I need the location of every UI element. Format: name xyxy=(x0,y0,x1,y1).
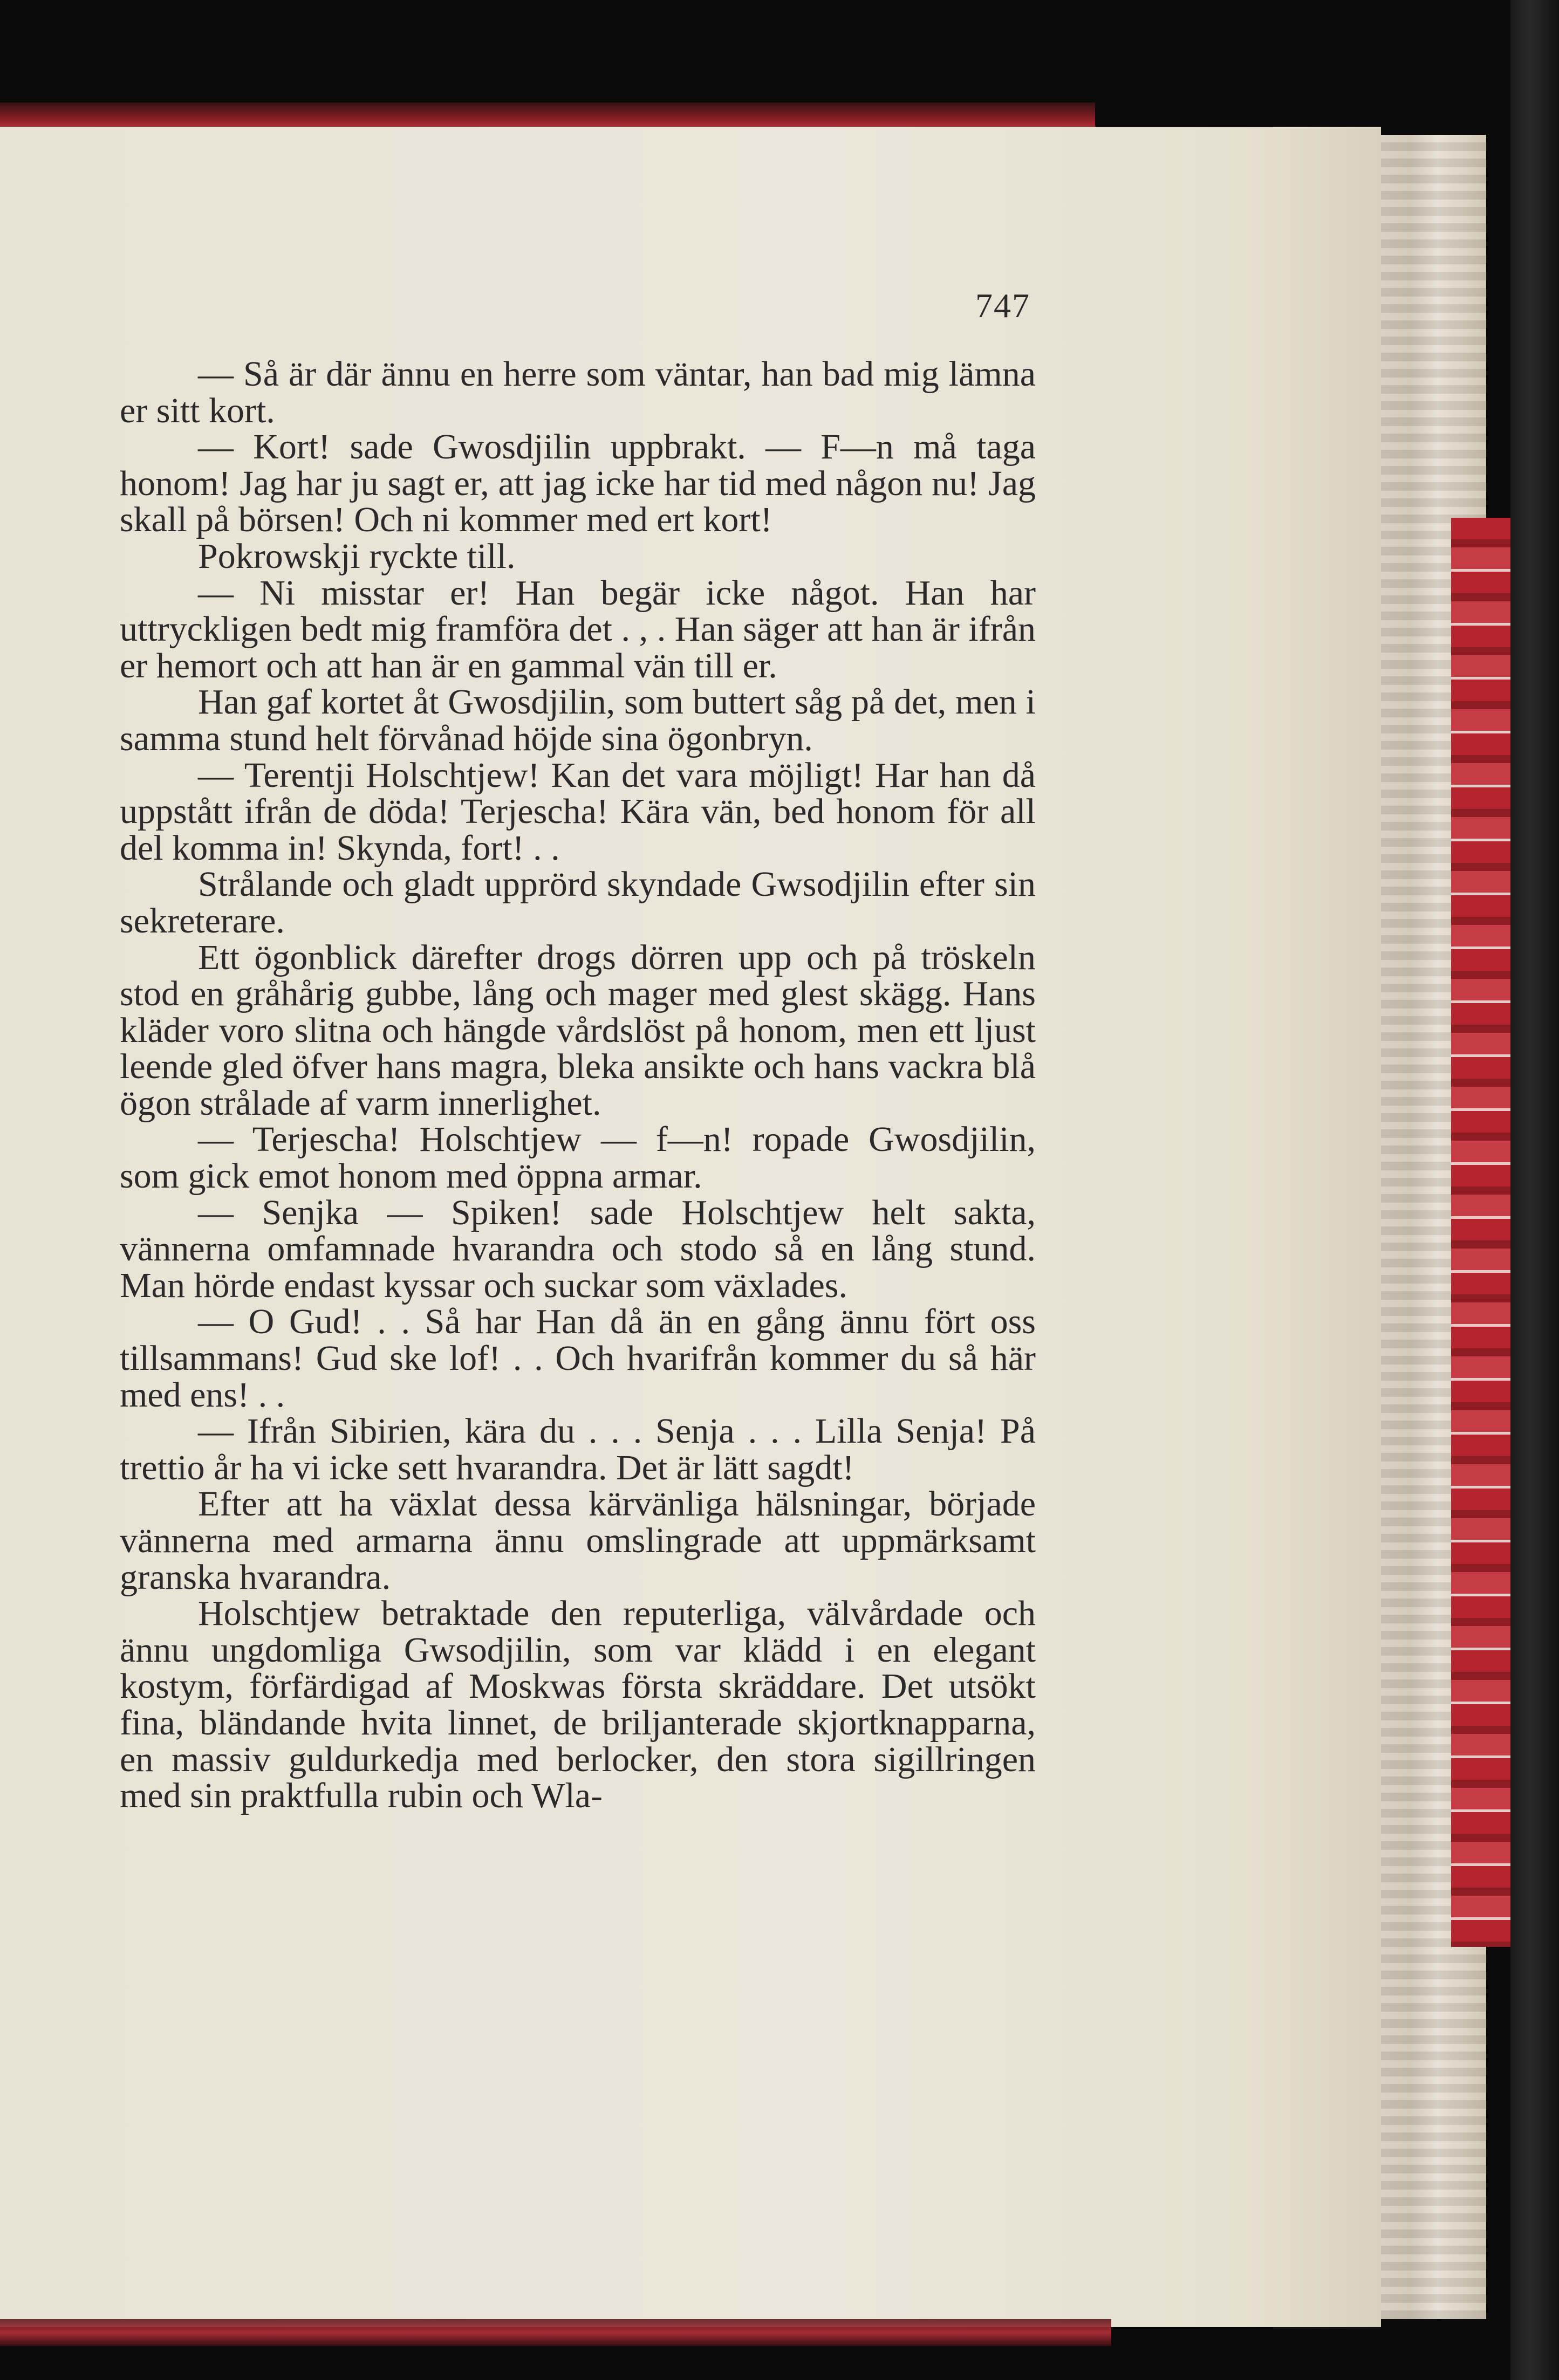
paragraph: Han gaf kortet åt Gwosdjilin, som buttert såg på det, men i samma stund helt förvånad höjde sina ögonbryn. xyxy=(120,682,1036,758)
paragraph: — Ni misstar er! Han begär icke något. Han har uttryckligen bedt mig framföra det . , . Han säger att han är ifrån er hemort och att han är en gammal vän till er. xyxy=(120,573,1036,685)
paragraph: Ett ögonblick därefter drogs dörren upp och på tröskeln stod en gråhårig gubbe, lång och mager med glest skägg. Hans kläder voro slitna och hängde vårdslöst på honom, men ett ljust leende gled öfver hans magra, bleka ansikte och hans vackra blå ögon strålade af varm innerlighet. xyxy=(120,937,1036,1123)
body-text xyxy=(120,356,1036,1814)
paragraph: — Ifrån Sibirien, kära du . . . Senja . . . Lilla Senja! På trettio år ha vi icke sett hvarandra. Det är lätt sagdt! xyxy=(120,1411,1036,1487)
paragraph: — O Gud! . . Så har Han då än en gång ännu fört oss tillsammans! Gud ske lof! . . Och hvarifrån kommer du så här med ens! . . xyxy=(120,1302,1036,1415)
paragraph: — Senjka — Spiken! sade Holschtjew helt sakta, vännerna omfamnade hvarandra och stodo så en lång stund. Man hörde endast kyssar och suckar som växlades. xyxy=(120,1192,1036,1305)
paragraph: Strålande och gladt upprörd skyndade Gwsodjilin efter sin sekreterare. xyxy=(120,865,1036,941)
paragraph: — Terentji Holschtjew! Kan det vara möjligt! Har han då uppstått ifrån de döda! Terjescha! Kära vän, bed honom för all del komma in! Skynda, fort! . . xyxy=(120,755,1036,868)
paragraph: — Terjescha! Holschtjew — f—n! ropade Gwosdjilin, som gick emot honom med öppna armar. xyxy=(120,1120,1036,1196)
book-cover-edge xyxy=(1510,0,1559,2380)
page-number: 747 xyxy=(975,286,1030,325)
paragraph: Efter att ha växlat dessa kärvänliga hälsningar, började vännerna med armarna ännu omslingrade att uppmärksamt granska hvarandra. xyxy=(120,1484,1036,1597)
book-bottom-edge xyxy=(0,2319,1111,2346)
paragraph: Pokrowskji ryckte till. xyxy=(198,536,516,576)
paragraph: — Kort! sade Gwosdjilin uppbrakt. — F—n må taga honom! Jag har ju sagt er, att jag icke har tid med någon nu! Jag skall på börsen! Och ni kommer med ert kort! xyxy=(120,427,1036,540)
paragraph: — Så är där ännu en herre som väntar, han bad mig lämna er sitt kort. xyxy=(120,354,1036,430)
paragraph: Holschtjew betraktade den reputerliga, välvårdade och ännu ungdomliga Gwsodjilin, som var klädd i en elegant kostym, förfärdigad af Moskwas första skräddare. Det utsökt fina, bländande hvita linnet, de briljanterade skjortknapparna, en massiv guldurkedja med berlocker, den stora sigillringen med sin praktfulla rubin och Wla- xyxy=(120,1594,1036,1816)
red-sprinkled-edge xyxy=(1451,518,1516,1947)
